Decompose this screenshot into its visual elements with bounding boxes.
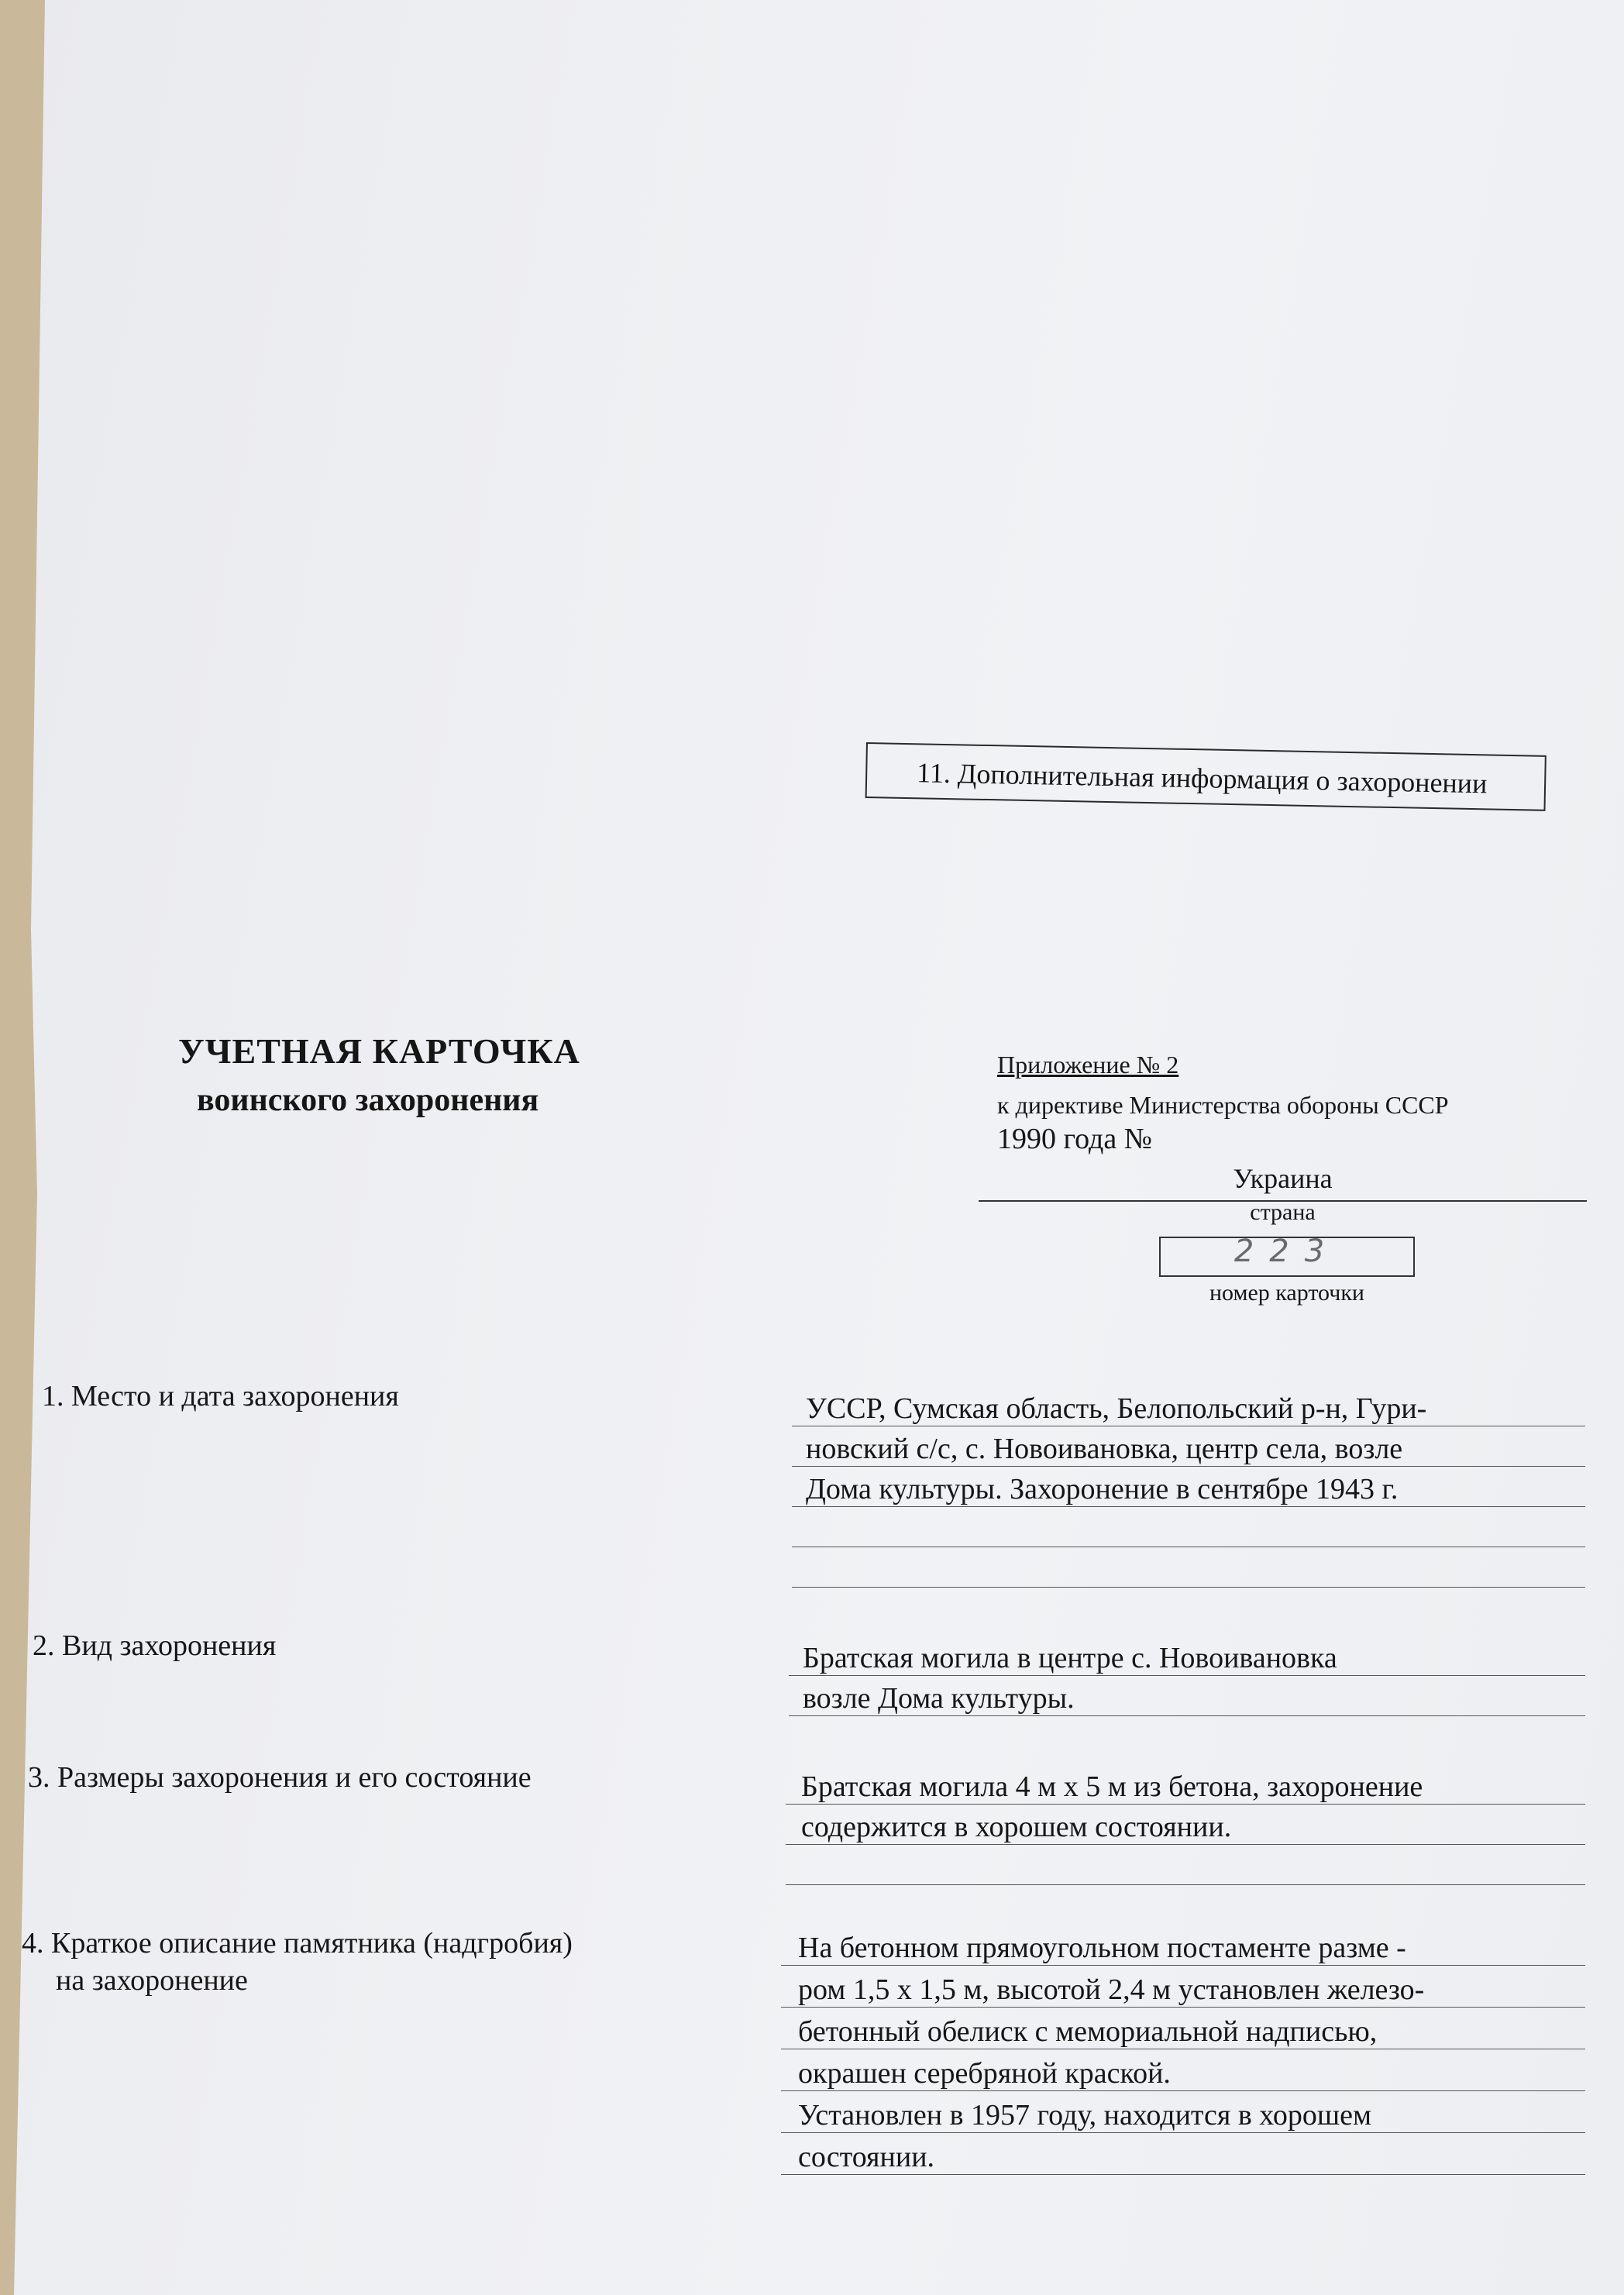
field-underline	[781, 1965, 1585, 1966]
field-label: на захоронение	[56, 1964, 248, 1997]
field-value-line: Братская могила в центре с. Новоивановка	[803, 1642, 1337, 1674]
additional-info-section-box: 11. Дополнительная информация о захоронении	[865, 742, 1547, 811]
appendix-number: Приложение № 2	[997, 1051, 1179, 1079]
field-value-line: состоянии.	[798, 2141, 935, 2173]
field-label: 3. Размеры захоронения и его состояние	[28, 1761, 532, 1794]
field-value-line: УССР, Сумская область, Белопольский р-н, Гури-	[806, 1392, 1427, 1425]
field-underline	[786, 1844, 1585, 1845]
field-value-line: ром 1,5 х 1,5 м, высотой 2,4 м установлен железо-	[798, 1973, 1425, 2006]
field-value-line: Братская могила 4 м х 5 м из бетона, захоронение	[801, 1770, 1423, 1803]
appendix-directive: к директиве Министерства обороны СССР	[997, 1091, 1449, 1119]
country-caption: страна	[1250, 1199, 1316, 1225]
field-underline	[789, 1715, 1585, 1716]
card-subtitle: воинского захоронения	[197, 1082, 539, 1118]
field-underline	[781, 2174, 1585, 2175]
field-value-line: окрашен серебряной краской.	[798, 2057, 1171, 2090]
field-underline	[781, 2007, 1585, 2008]
field-underline	[792, 1506, 1585, 1507]
field-underline	[792, 1587, 1585, 1588]
field-value-line: возле Дома культуры.	[803, 1682, 1075, 1715]
card-title: УЧЕТНАЯ КАРТОЧКА	[178, 1031, 580, 1071]
country-value: Украина	[1233, 1163, 1333, 1194]
field-label: 2. Вид захоронения	[33, 1629, 277, 1662]
field-value-line: Установлен в 1957 году, находится в хорошем	[798, 2099, 1372, 2132]
field-underline	[792, 1466, 1585, 1467]
field-value-line: новский с/с, с. Новоивановка, центр села, возле	[806, 1433, 1403, 1465]
field-underline	[781, 2090, 1585, 2091]
card-number-handwritten: 223	[1233, 1234, 1340, 1269]
field-value-line: На бетонном прямоугольном постаменте разме -	[798, 1932, 1406, 1964]
field-label: 1. Место и дата захоронения	[42, 1380, 399, 1412]
field-label: 4. Краткое описание памятника (надгробия)	[22, 1927, 573, 1960]
field-underline	[786, 1804, 1585, 1805]
card-number-caption: номер карточки	[1209, 1280, 1364, 1306]
field-value-line: содержится в хорошем состоянии.	[801, 1811, 1232, 1843]
appendix-year: 1990 года №	[997, 1123, 1153, 1155]
field-underline	[781, 2132, 1585, 2133]
field-underline	[789, 1675, 1585, 1676]
field-value-line: бетонный обелиск с мемориальной надписью,	[798, 2015, 1378, 2048]
field-value-line: Дома культуры. Захоронение в сентябре 1943 г.	[806, 1473, 1399, 1505]
field-underline	[786, 1884, 1585, 1885]
